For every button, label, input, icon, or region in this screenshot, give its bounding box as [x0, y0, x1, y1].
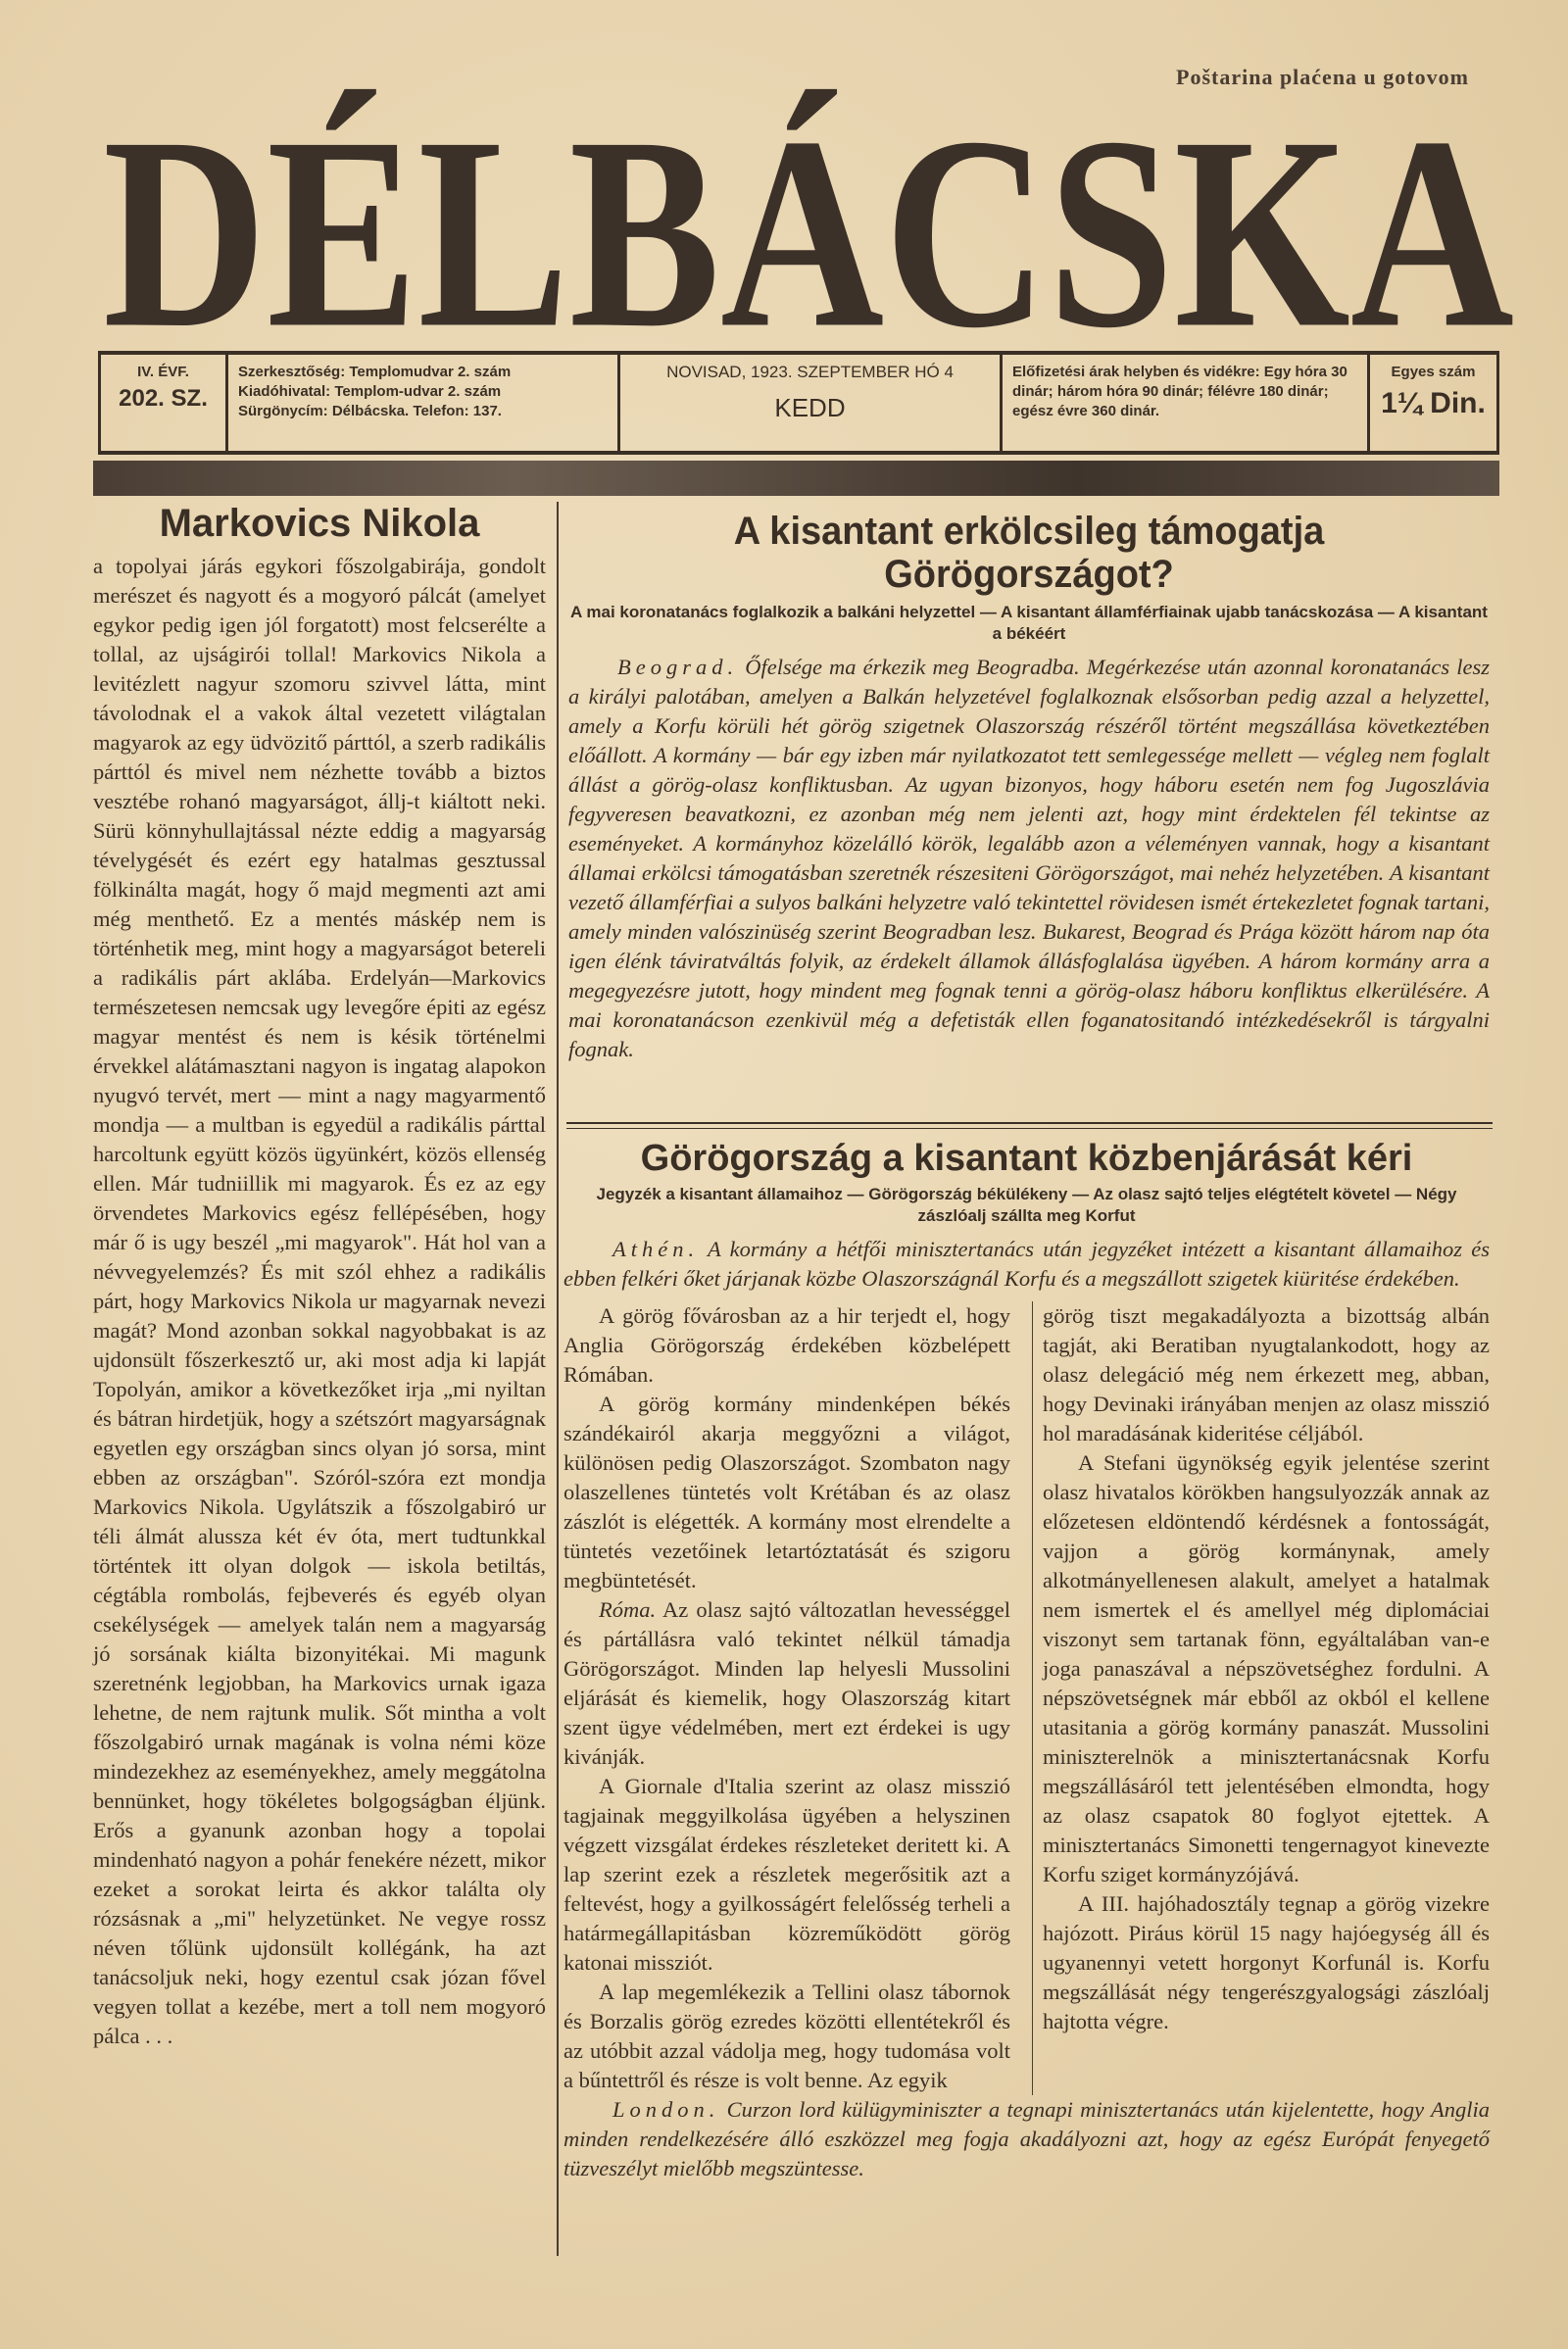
issue-number: 202. SZ.: [119, 385, 208, 412]
info-strip: [98, 351, 1499, 455]
single-copy-box: [1367, 355, 1499, 451]
article-divider: [566, 1122, 1493, 1129]
paragraph: A görög kormány mindenképen békés szándékairól akarja meggyőzni a világot, különösen pedig Olaszországot. Szombaton nagy olaszellenes tüntetés volt Krétában és az olasz zászlót is elégették. A kormány most elrendelte a tüntetés vezetőinek letartóztatását és szigoru megbüntetését.: [564, 1392, 1010, 1592]
paragraph: A görög fővárosban az a hir terjedt el, hogy Anglia Görögország érdekében közbelépett Rómában.: [564, 1303, 1010, 1387]
paragraph: Az olasz sajtó változatlan hevességgel és pártállásra való tekintet nélkül támadja Görögországot. Minden lap helyesli Mussolini eljárását és kiemelik, hogy Olaszország kitart szent ügye védelmében, mert ezt érdekei is ugy kivánják.: [564, 1597, 1010, 1769]
paragraph: A III. hajóhadosztály tegnap a görög vizekre hajózott. Piráus körül 15 nagy hajóegység áll és ugyanennyi vetett horgonyt Korfunál is. Korfu megszállását négy tengerészgyalogsági zászlóalj hajtotta végre.: [1043, 1891, 1490, 2033]
postage-notice: Poštarina plaćena u gotovom: [1176, 65, 1469, 89]
london-dateline: London.: [612, 2097, 720, 2122]
left-article-title: Markovics Nikola: [159, 502, 480, 545]
rome-dateline: Róma.: [599, 1597, 657, 1622]
article2-lead-dateline: Athén.: [612, 1237, 700, 1261]
volume-box: [98, 355, 225, 451]
article1-title: A kisantant erkölcsileg támogatja Görögországot?: [733, 510, 1325, 596]
date-box: [617, 355, 1000, 451]
weekday: KEDD: [774, 393, 846, 422]
article2-column-a: [564, 1301, 1010, 2095]
article2-title: Görögország a kisantant közbenjárását kéri: [640, 1138, 1413, 1179]
masthead-title: DÉLBÁCSKA: [103, 83, 1514, 348]
article2-column-b: [1032, 1301, 1490, 2095]
article2-subtitle: Jegyzék a kisantant államaihoz — Görögország békülékeny — Az olasz sajtó teljes elégtételt követel — Négy zászlóalj szállta meg Korfut: [596, 1185, 1457, 1225]
article-kisantant: [568, 510, 1490, 1064]
paragraph: A lap megemlékezik a Tellini olasz tábornok és Borzalis görög ezredes közötti ellentétekről és az utóbbit azzal vádolja meg, hogy tudomása volt a bűntettről és része is volt benne. Az egyik: [564, 1980, 1010, 2092]
subscription-prices: Előfizetési árak helyben és vidékre: Egy hóra 30 dinár; három hóra 90 dinár; félévre 180 dinár; egész évre 360 dinár.: [1000, 355, 1367, 451]
article-gorogorszag: [564, 1137, 1490, 2183]
publisher-address: Kiadóhivatal: Templom-udvar 2. szám: [238, 383, 502, 400]
single-copy-label: Egyes szám: [1391, 364, 1476, 380]
paragraph: A Stefani ügynökség egyik jelentése szerint olasz hivatalos körökben hangsulyozzák annak az előzetesen eldöntendő kérdésnek a fontosságát, vajjon a görög kormánynak, amely alkotmányellenesen alakult, amelyet a hatalmak nem ismertek el és amellyel még diplomáciai viszonyt sem tartanak fönn, egyáltalában van-e joga panaszával a népszövetséghez fordulni. A népszövetségnek már ebből az okból el kellene utasitania a görög kormány panaszát. Mussolini miniszterelnök a minisztertanácsnak Korfu megszállásáról tett jelentésében elmondta, hogy az olasz csapatok 80 foglyot ejtettek. A minisztertanács Simonetti tengernagyot kinevezte Korfu sziget kormányzójává.: [1043, 1450, 1490, 1886]
paragraph: görög tiszt megakadályozta a bizottság albán tagját, aki Beratiban nyugtalankodott, hogy az olasz delegáció még nem érkezett meg, abban, hogy Devinaki irányában menjen az olasz misszió hol maradásának kideritése céljából.: [1043, 1303, 1490, 1445]
left-article: [93, 502, 546, 2051]
article2-lead: A kormány a hétfői minisztertanács után jegyzéket intézett a kisantant államaihoz és ebben felkéri őket járjanak közbe Olaszországnál Korfu és a megszállott szigetek kiüritése érdekében.: [564, 1237, 1490, 1291]
dateline: NOVISAD, 1923. SZEPTEMBER HÓ 4: [666, 363, 954, 381]
decorative-band: [93, 461, 1499, 496]
volume: IV. ÉVF.: [137, 364, 189, 380]
article1-subtitle: A mai koronatanács foglalkozik a balkáni helyzettel — A kisantant államférfiainak ujabb tanácskozása — A kisantant a békéért: [570, 603, 1488, 643]
london-paragraph: Curzon lord külügyminiszter a tegnapi minisztertanács után kijelentette, hogy Anglia minden rendelkezésére álló eszközzel meg fogja akadályozni azt, hogy az egész Európát fenyegető tüzveszélyt mielőbb megszüntesse.: [564, 2097, 1491, 2180]
article1-body: Őfelsége ma érkezik meg Beogradba. Megérkezése után azonnal koronatanács lesz a királyi palotában, amelyen a Balkán helyzetével foglalkoznak elsősorban pedig azzal a helyzettel, amely a Korfu körüli hét görög szigetnek Olaszország részéről történt megszállása következtében előállott. A kormány — bár egy izben már nyilatkozatot tett semlegessége mellett — végleg nem foglalt állást a görög-olasz konfliktusban. Az ugyan bizonyos, hogy háboru esetén nem fog Jugoszlávia fegyveresen beavatkozni, ez azonban még nem jelenti azt, hogy mint érdektelen fél tekintse az eseményeket. A kormányhoz közelálló körök, legalább azon a véleményen vannak, hogy a kisantant államai erkölcsi támogatásban szeretnék részesiteni Görögországot, mai nehéz helyzetében. A kisantant vezető államférfiai a sulyos balkáni helyzetre való tekintettel rövidesen ismét értekezletet fognak tartani, amely minden valószinüség szerint Beogradban lesz. Bukarest, Beograd és Prága között három nap óta igen élénk táviratváltás folyik, az érdekelt államok állásfoglalása ügyében. A három kormány arra a megegyezésre jutott, hogy mindent meg fognak tenni a görög-olasz háboru konfliktus elkerülésére. A mai koronatanácson ezenkivül még a defetisták ellen foganatositandó intézkedésekről is tárgyalni fognak.: [568, 655, 1490, 1061]
column-divider: [557, 502, 559, 2256]
contact-box: [225, 355, 617, 451]
single-copy-price: 1¼ Din.: [1381, 387, 1486, 419]
editorial-address: Szerkesztőség: Templomudvar 2. szám: [238, 364, 512, 380]
masthead-logo: [103, 83, 1514, 348]
telegram-phone: Sürgönycím: Délbácska. Telefon: 137.: [238, 403, 502, 419]
article1-dateline: Beograd.: [617, 655, 739, 679]
paragraph: A Giornale d'Italia szerint az olasz misszió tagjainak meggyilkolása ügyében a helyszinen végzett vizsgálat érdekes részleteket deritett ki. A lap szerint ezek a részletek megerősitik azt a feltevést, hogy a gyilkosságért felelősség terheli a határmegállapitásban közreműködött görög katonai missziót.: [564, 1774, 1010, 1975]
left-article-body: a topolyai járás egykori főszolgabirája, gondolt merészet és nagyott és a mogyoró pálcát (amelyet egykor pedig igen jól forgatott) most felcserélte a tollal, az ujságirói tollal! Markovics Nikola a levitézlett nagyur szomoru szivvel látta, mint távolodnak el a vakok által vezetett világtalan magyarok az egy üdvözitő párttól, a szerb radikális párttól és mivel nem nézhette tovább a biztos vesztébe rohanó magyarságot, állj-t kiáltott neki. Sürü könnyhullajtással nézte eddig a magyarság tévelygését és ezért egy hatalmas gesztussal fölkinálta magát, hogy ő majd megmenti azt ami még menthető. Ez a mentés máskép nem is történhetik meg, mint hogy a magyarságot betereli a radikális párt aklába. Erdelyán—Markovics természetesen nemcsak ugy levegőre épiti az egész magyar mentést és nem is késik történelmi érvekkel alátámasztani nagyon is ingatag alapokon nyugvó tervét, mert — mint a nagy magyarmentő mondja — a multban is egyedül a radikális párttal harcoltunk együtt közös ügyünkért, közös ellenség ellen. Már tudniillik mi magyarok. És ez az egy örvendetes Markovics egész fellépésében, hogy már ő is ugy beszél „mi magyarok". Hát hol van a névvegyelemzés? És mit szól ehhez a radikális párt, hogy Markovics Nikola ur magyarnak nevezi magát? Mond azonban sokkal nagyobbakat is az ujdonsült főszerkesztő ur, aki most adja ki lapját Topolyán, amikor a következőket irja „mi nyiltan és bátran hirdetjük, hogy a szétszórt magyarságnak egyetlen egy országban sincs olyan jó sorsa, mint ebben az országban". Szóról-szóra ezt mondja Markovics Nikola. Ugylátszik a főszolgabiró ur téli álmát alussza két év óta, mert tudtunkkal történtek itt olyan dolgok — iskola betiltás, cégtábla rombolás, fejbeverés és egyéb olyan csekélységek — amelyek talán nem a magyarság jó sorsának kiálta bizonyitékai. Mi magunk szeretnénk legjobban, ha Markovics urnak igaza lehetne, de nem rajtunk mulik. Sőt mintha a volt főszolgabiró urnak magának is volna némi köze mindezekhez az eseményekhez, amely meggátolna bennünket, hogy tökéletes bolgogságban éljünk. Erős a gyanunk azonban hogy a topolai mindenható nagyon a pohár fenekére nézett, mikor ezeket a sorokat leirta és akkor találta oly rózsásnak a „mi" helyzetünket. Ne vegye rossz néven tőlünk ujdonsült kollégánk, ha azt tanácsoljuk neki, hogy ezentul csak józan fővel vegyen tollat a kezébe, mert a toll nem mogyoró pálca . . .: [93, 554, 546, 2048]
